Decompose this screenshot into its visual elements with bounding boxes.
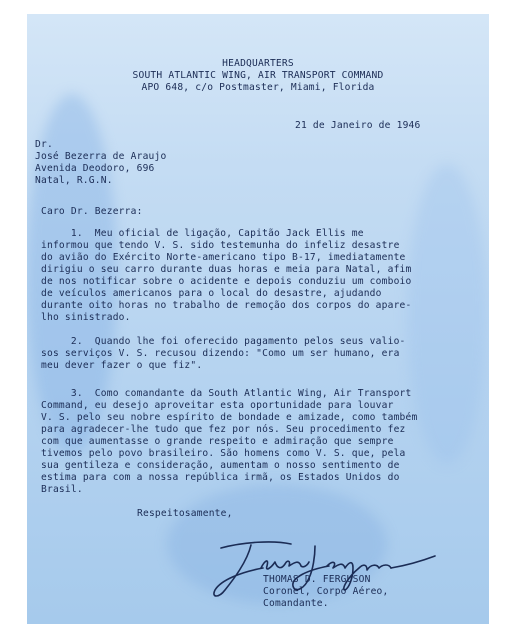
paragraph-2-line: meu dever fazer o que fiz". bbox=[41, 360, 203, 371]
recipient-title: Dr. bbox=[35, 139, 53, 150]
paragraph-1-line: dirigiu o seu carro durante duas horas e meia para Natal, afim bbox=[41, 264, 412, 275]
closing: Respeitosamente, bbox=[137, 508, 233, 519]
paragraph-1-line: lho sinistrado. bbox=[41, 312, 131, 323]
paragraph-2-line: sos serviços V. S. recusou dizendo: "Como um ser humano, era bbox=[41, 348, 400, 359]
paragraph-1-line: de veículos americanos para o local do desastre, ajudando bbox=[41, 288, 382, 299]
paragraph-3-line: 3. Como comandante da South Atlantic Wing, Air Transport bbox=[41, 388, 412, 399]
recipient-street: Avenida Deodoro, 696 bbox=[35, 163, 155, 174]
paragraph-1-line: informou que tendo V. S. sido testemunha do infeliz desastre bbox=[41, 240, 400, 251]
signer-name: THOMAS D. FERGUSON bbox=[263, 574, 371, 585]
paper-stain-right bbox=[407, 164, 487, 464]
paragraph-3-line: Brasil. bbox=[41, 484, 83, 495]
paragraph-3-line: com que aumentasse o grande respeito e admiração que sempre bbox=[41, 436, 394, 447]
letter-paper bbox=[27, 14, 489, 624]
letterhead-line-1: HEADQUARTERS bbox=[222, 58, 294, 69]
paragraph-1-line: do avião do Exército Norte-americano tipo B-17, imediatamente bbox=[41, 252, 406, 263]
paragraph-3-line: sua gentileza e consideração, aumentam o nosso sentimento de bbox=[41, 460, 400, 471]
letterhead-line-3: APO 648, c/o Postmaster, Miami, Florida bbox=[141, 82, 375, 93]
recipient-city: Natal, R.G.N. bbox=[35, 175, 113, 186]
paragraph-1-line: 1. Meu oficial de ligação, Capitão Jack Ellis me bbox=[41, 228, 364, 239]
recipient-name: José Bezerra de Araujo bbox=[35, 151, 167, 162]
paragraph-2-line: 2. Quando lhe foi oferecido pagamento pelos seus valio- bbox=[41, 336, 406, 347]
paragraph-3-line: tivemos pelo povo brasileiro. São homens como V. S. que, pela bbox=[41, 448, 406, 459]
paragraph-3-line: Command, eu desejo aproveitar esta oportunidade para louvar bbox=[41, 400, 394, 411]
salutation: Caro Dr. Bezerra: bbox=[41, 206, 143, 217]
letter-date: 21 de Janeiro de 1946 bbox=[295, 120, 421, 131]
paragraph-1-line: de nos notificar sobre o acidente e depois conduziu um comboio bbox=[41, 276, 412, 287]
paragraph-3-line: estima para com a nossa república irmã, os Estados Unidos do bbox=[41, 472, 400, 483]
signer-rank: Coronel, Corpo Aéreo, bbox=[263, 586, 389, 597]
paragraph-1-line: durante oito horas no trabalho de remoção dos corpos do apare- bbox=[41, 300, 412, 311]
letterhead-line-2: SOUTH ATLANTIC WING, AIR TRANSPORT COMMAND bbox=[132, 70, 384, 81]
paragraph-3-line: para agradecer-lhe tudo que fez por nós. Seu procedimento fez bbox=[41, 424, 406, 435]
signer-role: Comandante. bbox=[263, 598, 329, 609]
paragraph-3-line: V. S. pelo seu nobre espírito de bondade e amizade, como também bbox=[41, 412, 418, 423]
